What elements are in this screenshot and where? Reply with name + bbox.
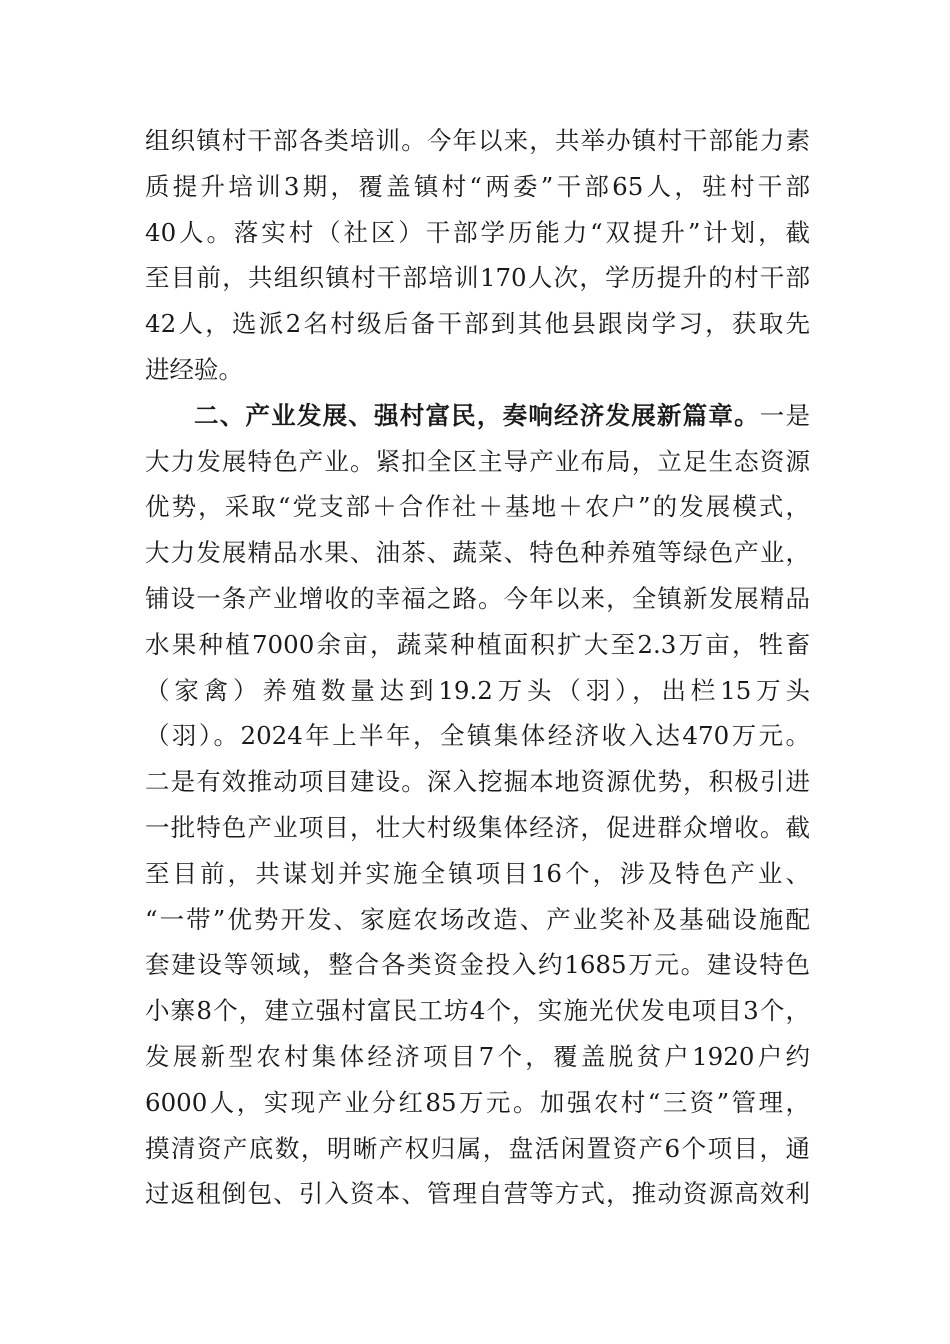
text-line: 质提升培训3期，覆盖镇村“两委”干部65人，驻村干部 (145, 171, 810, 201)
text-line: 铺设一条产业增收的幸福之路。今年以来，全镇新发展精品 (145, 583, 810, 613)
text-line: 40人。落实村（社区）干部学历能力“双提升”计划，截 (145, 217, 810, 247)
text-line: 套建设等领域，整合各类资金投入约1685万元。建设特色 (145, 950, 810, 980)
text-line: 进经验。 (145, 354, 243, 384)
text-line: 二是有效推动项目建设。深入挖掘本地资源优势，积极引进 (145, 767, 810, 797)
body-text (145, 118, 810, 1217)
text-line: 一批特色产业项目，壮大村级集体经济，促进群众增收。截 (145, 812, 810, 842)
text-line: 水果种植7000余亩，蔬菜种植面积扩大至2.3万亩，牲畜 (145, 629, 810, 659)
text-line: 优势，采取“党支部＋合作社＋基地＋农户”的发展模式， (145, 492, 810, 522)
text-line: 组织镇村干部各类培训。今年以来，共举办镇村干部能力素 (145, 126, 810, 155)
text-line: （家禽）养殖数量达到19.2万头（羽），出栏15万头 (145, 675, 810, 705)
text-line: 过返租倒包、引入资本、管理自营等方式，推动资源高效利 (145, 1179, 810, 1209)
section-heading: 二、产业发展、强村富民，奏响经济发展新篇章。 (194, 400, 760, 430)
text-line: 42人，选派2名村级后备干部到其他县跟岗学习，获取先 (145, 309, 810, 339)
text-line: 大力发展特色产业。紧扣全区主导产业布局，立足生态资源 (145, 446, 810, 476)
text-line: 至目前，共谋划并实施全镇项目16个，涉及特色产业、 (145, 858, 810, 888)
section-heading-line (145, 393, 810, 439)
text-line: （羽）。2024年上半年，全镇集体经济收入达470万元。 (145, 721, 810, 751)
text-line: 6000人，实现产业分红85万元。加强农村“三资”管理， (145, 1087, 810, 1117)
text-line: 摸清资产底数，明晰产权归属，盘活闲置资产6个项目，通 (145, 1133, 810, 1163)
text-line: 发展新型农村集体经济项目7个，覆盖脱贫户1920户约 (145, 1041, 810, 1071)
text-fragment: 一是 (759, 400, 810, 430)
text-line: 小寨8个，建立强村富民工坊4个，实施光伏发电项目3个， (145, 996, 810, 1026)
text-line: 大力发展精品水果、油茶、蔬菜、特色种养殖等绿色产业， (145, 538, 810, 568)
text-line: “一带”优势开发、家庭农场改造、产业奖补及基础设施配 (145, 904, 810, 934)
text-line: 至目前，共组织镇村干部培训170人次，学历提升的村干部 (145, 263, 810, 293)
